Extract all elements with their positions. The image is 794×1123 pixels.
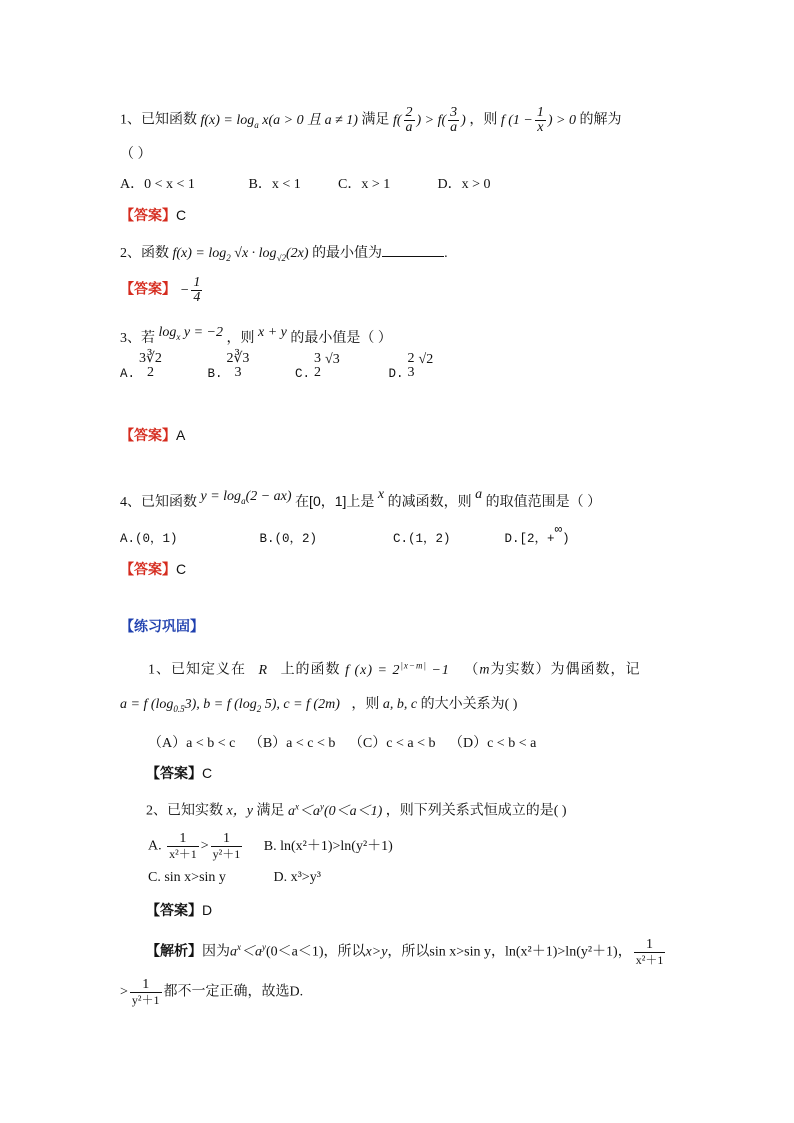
answer-value: D [202, 902, 213, 918]
q3-stem [120, 325, 392, 352]
p2-answer [146, 901, 212, 919]
q4-var-a: a [475, 487, 483, 502]
p2-analysis-line1: 【解析】因为$a^x<a^y(0<a<1)$，所以x>y，所以sin x>sin y，ln(x²＋1)>ln(y²＋1)， $\frac{1}{\text{x²＋1}}$ [146, 937, 664, 967]
q4-options [120, 523, 570, 548]
q1-stem [120, 106, 621, 135]
q4-prefix: 4、已知函数 [120, 495, 197, 510]
section-title: 【练习巩固】 [120, 618, 204, 634]
analysis-tag: 【解析】 [146, 942, 202, 959]
p2-option-d: D. x³>y³ [273, 870, 321, 885]
q1-formula: $f(x) = \log_a x(a > 0$ 且 a ≠ 1) [200, 112, 358, 130]
q3-expr: x + y [258, 325, 287, 340]
q3-options [120, 351, 434, 388]
q3-option-c: C. 3 2 √3 [295, 351, 340, 382]
p1-definitions: a = f $(\log_{0.5}3)$, b = f ($\log_2$ 5), c = f (2m) [120, 697, 340, 714]
p1-options [148, 735, 536, 753]
p1-formula: f $(x) = 2^{|x-m|} -1$ [345, 660, 450, 678]
answer-tag: 【答案】 [146, 902, 202, 918]
p1-option-c: （C）c < a < b [348, 736, 436, 751]
p2-option-c: C. sin x>sin y [148, 870, 226, 885]
q4-tail: 的取值范围是（ ） [485, 495, 602, 510]
q1-option-b: B．x < 1 [248, 177, 301, 192]
answer-blank [382, 244, 444, 257]
q3-prefix: 3、若 [120, 331, 155, 346]
q4-option-a: A.(0，1) [120, 532, 178, 546]
answer-value: C [176, 207, 187, 223]
q1-option-a: A．0 < x < 1 [120, 177, 195, 192]
q4-option-d: D.[2，+∞) [504, 523, 570, 546]
q1-condition: f( $\frac{2}{a}$ ) > f( $\frac{3}{a}$ ) [392, 105, 466, 135]
q1-options [120, 176, 491, 194]
p1-stem-line1: 1、已知定义在 R 上的函数 f $(x) = 2^{|x-m|} -1$ （m为实数）为偶函数，记 [148, 660, 641, 678]
p2-options-row2 [148, 869, 321, 887]
q1-tail: 的解为 [579, 112, 622, 128]
p2-analysis-line2: > $\frac{1}{\text{y²＋1}}$ 都不一定正确，故选D. [120, 977, 304, 1007]
p1-option-b: （B）a < c < b [248, 736, 336, 751]
answer-tag: 【答案】 [120, 427, 176, 443]
q4-stem [120, 487, 602, 516]
q2-prefix: 2、函数 [120, 246, 169, 261]
q4-answer [120, 560, 186, 578]
p2-condition: $a^x<a^y(0<a<1)$ [287, 801, 383, 819]
q4-var-x: x [377, 487, 385, 502]
q1-paren: （ ） [120, 147, 152, 162]
p1-stem-line2: a = f $(\log_{0.5}3)$, b = f ($\log_2$ 5), c = f (2m) ，则 a, b, c 的大小关系为( ) [120, 697, 518, 714]
q3-option-d: D. 2 3 √2 [388, 351, 434, 382]
q2-stem [120, 244, 448, 267]
q2-tail: 的最小值为 [312, 246, 383, 261]
q3-mid: ，则 [226, 331, 255, 346]
q3-condition: $\log_x y = -2$ [158, 325, 223, 342]
answer-tag: 【答案】 [146, 765, 202, 781]
q1-answer [120, 206, 186, 224]
p1-option-d: （D）c < b < a [448, 736, 537, 751]
q3-option-b: B. 2∛3 3 [207, 351, 250, 382]
answer-value: C [202, 765, 213, 781]
q2-formula: $f(x) = \log_2 √x \cdot \log_{√2}(2x)$ [172, 246, 309, 263]
q1-mid: 满足 [361, 112, 390, 128]
q3-option-a: A. 3∛2 2 [120, 351, 162, 382]
q2-end: . [444, 246, 448, 261]
q1-target: f (1 − $\frac{1}{x}$ ) > 0 [500, 105, 576, 135]
p2-stem: 2、已知实数 x，y 满足 $a^x<a^y(0<a<1)$ ，则下列关系式恒成立的是( ) [146, 801, 567, 819]
q3-answer [120, 426, 185, 444]
answer-tag: 【答案】 [120, 207, 176, 223]
q1-prefix: 1、已知函数 [120, 112, 197, 128]
q4-option-b: B.(0，2) [259, 532, 318, 546]
answer-value: C [176, 561, 187, 577]
answer-tag: 【答案】 [120, 561, 176, 577]
q4-option-c: C.(1，2) [393, 532, 451, 546]
q2-answer [120, 276, 204, 305]
q4-mid2: 的减函数，则 [387, 495, 472, 510]
answer-tag: 【答案】 [120, 280, 176, 297]
p2-options-row1: A. $\frac{1}{\text{x²＋1}}$ > $\frac{1}{\text{y²＋1}}$ B. ln(x²＋1)>ln(y²＋1) [148, 831, 393, 861]
q3-tail: 的最小值是（ ） [290, 331, 392, 346]
q1-option-d: D．x > 0 [437, 177, 491, 192]
q4-formula: $y = \log_a(2 - ax)$ [200, 489, 292, 506]
q1-then: ，则 [469, 112, 498, 128]
q4-interval: 在[0，1]上是 [295, 493, 375, 509]
answer-value: − $\frac{1}{4}$ [179, 275, 201, 305]
answer-value: A [176, 427, 186, 443]
p1-option-a: （A）a < b < c [148, 736, 236, 751]
p1-answer [146, 764, 212, 782]
q1-option-c: C．x > 1 [338, 177, 391, 192]
p2-option-b: B. ln(x²＋1)>ln(y²＋1) [263, 838, 393, 854]
